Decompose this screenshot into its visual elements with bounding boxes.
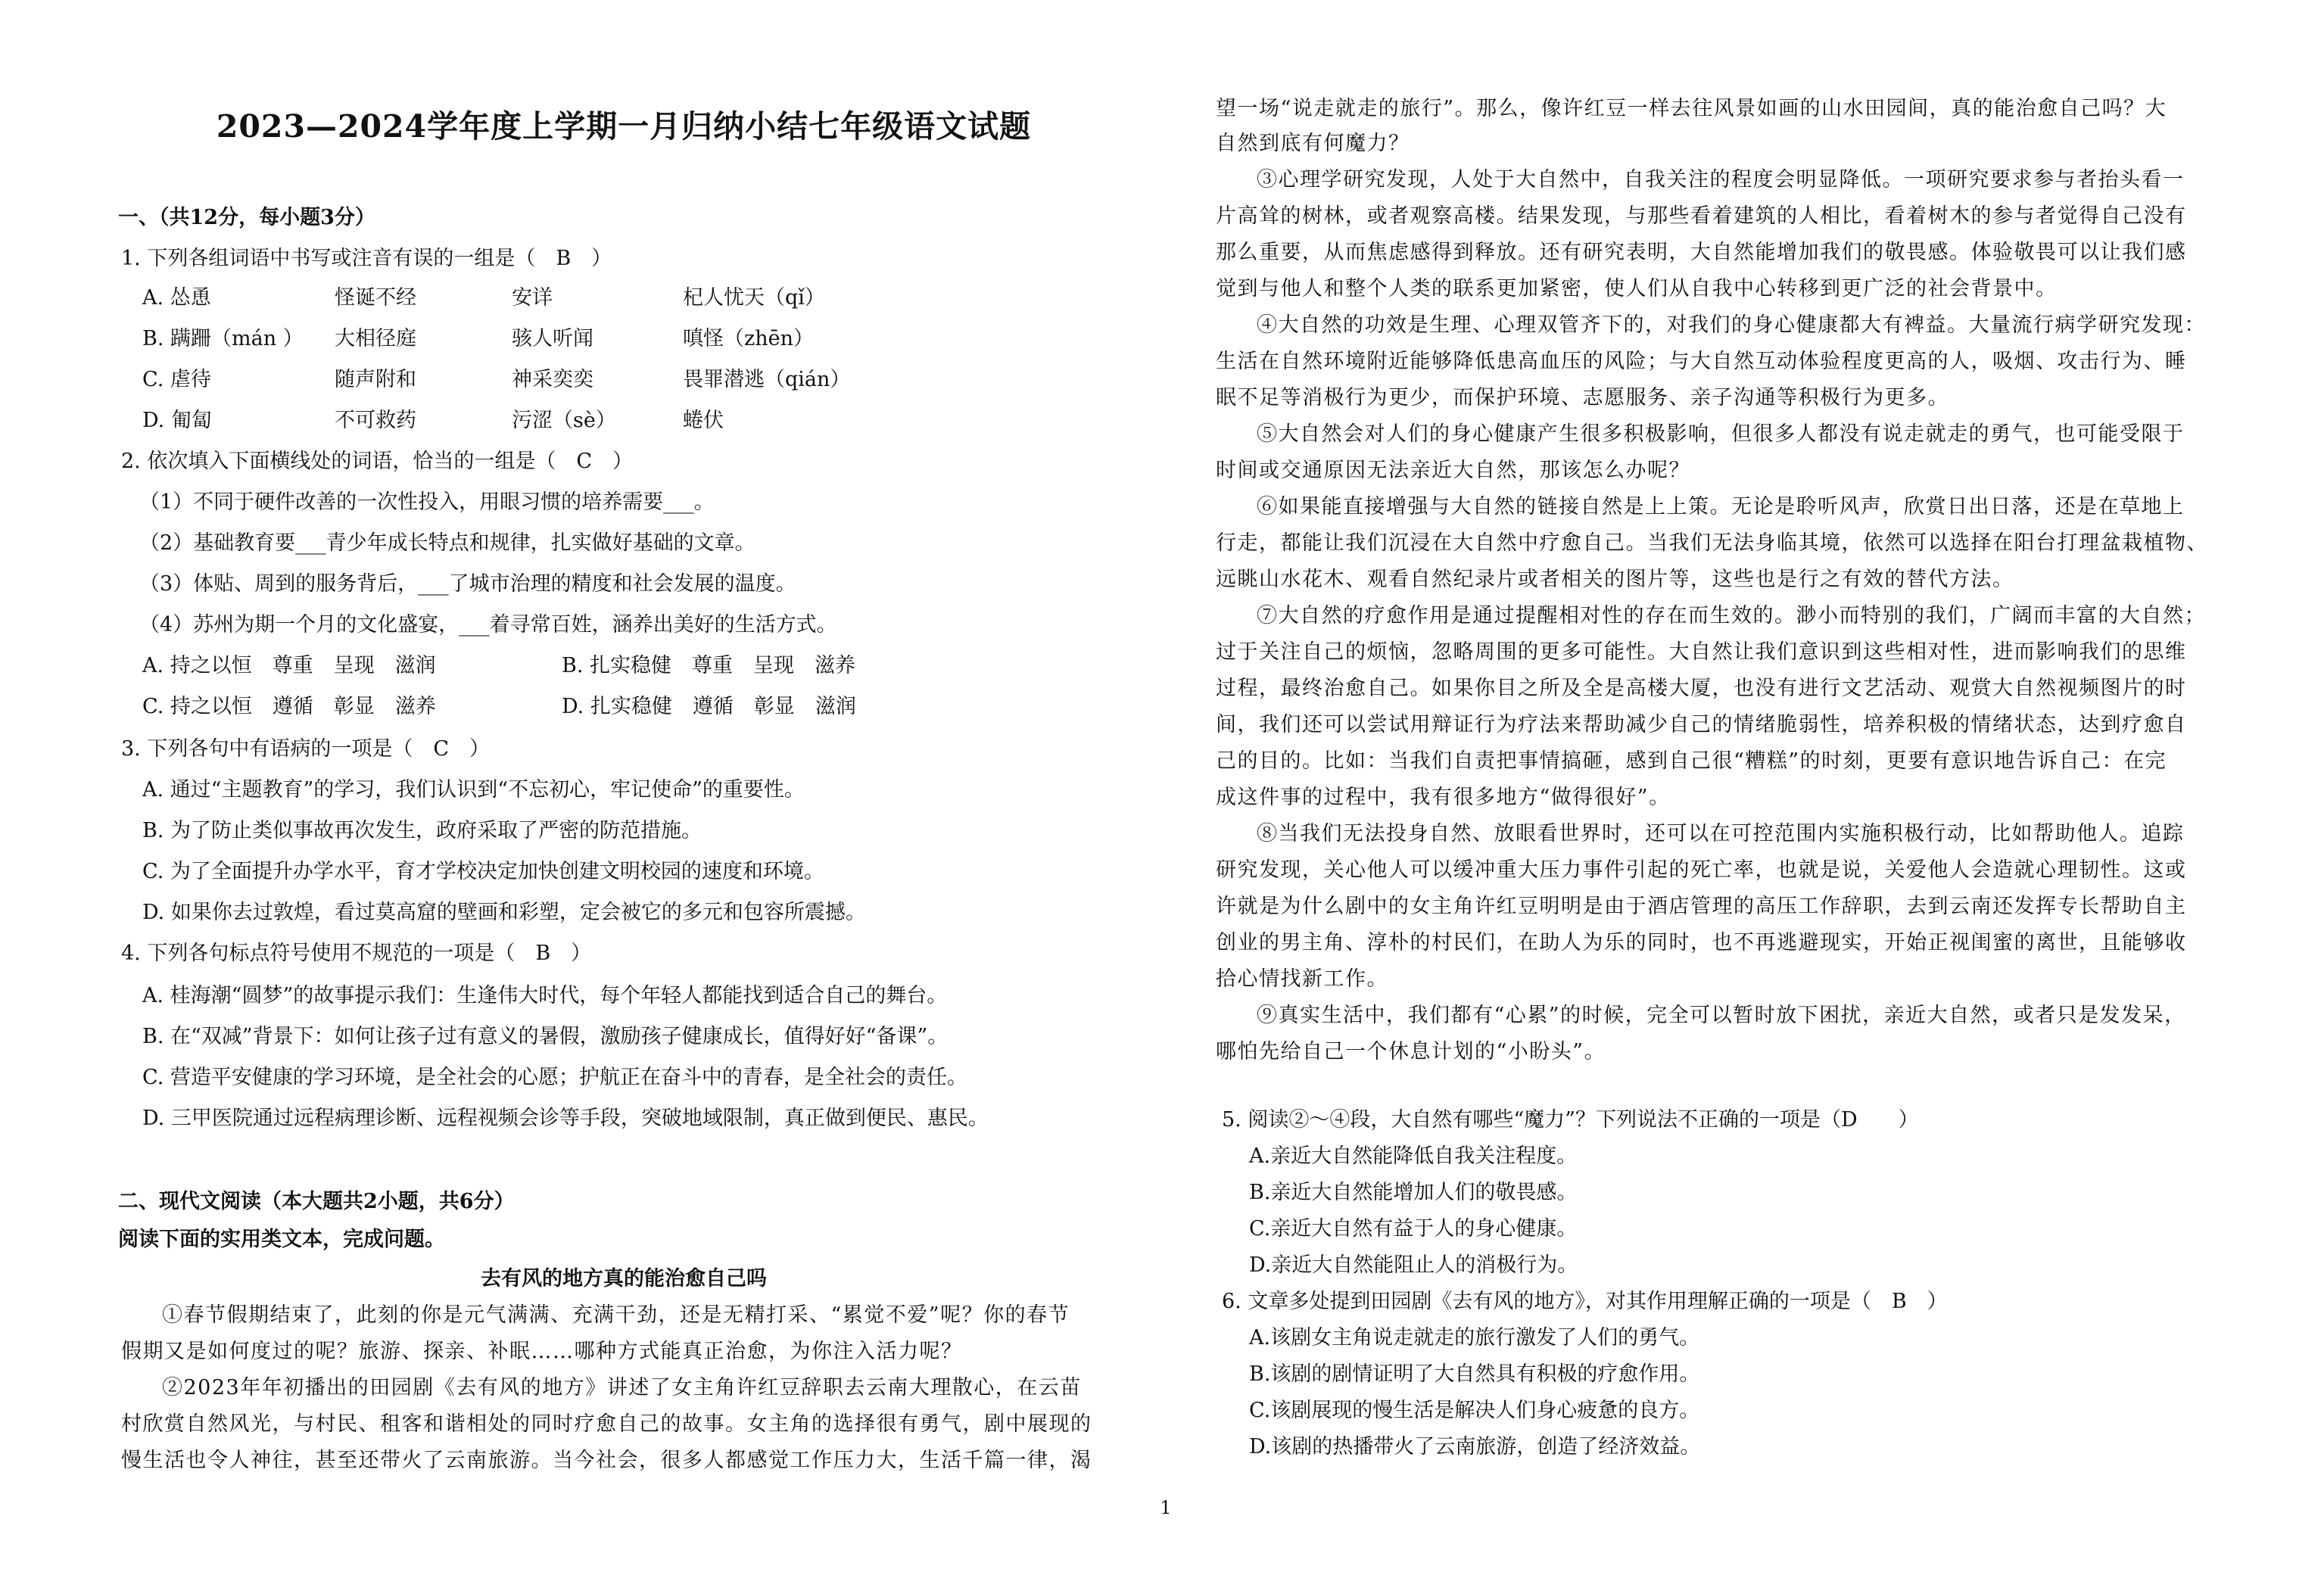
article-line: 觉到与他人和整个人类的联系更加紧密，使人们从自我中心转移到更广泛的社会背景中。: [1216, 277, 2058, 300]
q3-option: C. 为了全面提升办学水平，育才学校决定加快创建文明校园的速度和环境。: [142, 860, 824, 883]
q4-option: A. 桂海潮“圆梦”的故事提示我们：生逢伟大时代，每个年轻人都能找到适合自己的舞台。: [142, 984, 948, 1007]
reading-instruction: 阅读下面的实用类文本，完成问题。: [118, 1228, 445, 1251]
q1-option-cell: 畏罪潜逃（qián）: [683, 368, 851, 391]
q3-option: B. 为了防止类似事故再次发生，政府采取了严密的防范措施。: [142, 819, 702, 842]
q1-option-cell: 不可救药: [335, 409, 416, 432]
article-line: ⑦大自然的疗愈作用是通过提醒相对性的存在而生效的。渺小而特别的我们，广阔而丰富的大自然；: [1257, 604, 2206, 627]
q2-option-row: [142, 651, 975, 681]
page-title: 2023—2024学年度上学期一月归纳小结七年级语文试题: [216, 108, 1032, 145]
q1-option-cell: 杞人忧天（qǐ）: [683, 286, 825, 310]
q2-stem: 2. 依次填入下面横线处的词语，恰当的一组是（ C ）: [121, 450, 634, 473]
q1-option-cell: C. 虐待: [142, 368, 211, 391]
article-line: 生活在自然环境附近能够降低患高血压的风险；与大自然互动体验程度更高的人，吸烟、攻击行为、睡: [1216, 350, 2187, 373]
q1-option-cell: 污涩（sè）: [512, 409, 616, 432]
article-line: 拾心情找新工作。: [1216, 967, 1388, 991]
q1-option-cell: 怪诞不经: [335, 286, 416, 310]
q1-option-cell: 骇人听闻: [512, 327, 593, 350]
article-line: ③心理学研究发现，人处于大自然中，自我关注的程度会明显降低。一项研究要求参与者抬头看一: [1257, 168, 2185, 191]
q2-option: D. 扎实稳健 遵循 彰显 滋润: [562, 695, 856, 718]
q1-option-cell: 嗔怪（zhēn）: [683, 327, 814, 350]
q1-stem: 1. 下列各组词语中书写或注音有误的一组是（ B ）: [121, 247, 612, 270]
article-line: 研究发现，关心他人可以缓冲重大压力事件引起的死亡率，也就是说，关爱他人会造就心理韧性。这或: [1216, 858, 2187, 882]
article-line: ④大自然的功效是生理、心理双管齐下的，对我们的身心健康都大有裨益。大量流行病学研究发现：: [1257, 313, 2206, 337]
q5-option: C.亲近大自然有益于人的身心健康。: [1249, 1217, 1578, 1241]
q1-option-cell: 随声附和: [335, 368, 416, 391]
q5-option: A.亲近大自然能降低自我关注程度。: [1249, 1144, 1578, 1168]
q2-option: A. 持之以恒 尊重 呈现 滋润: [142, 654, 436, 677]
q2-option-row: [142, 692, 975, 722]
article-line: 己的目的。比如：当我们自责把事情搞砸，感到自己很“糟糕”的时刻，更要有意识地告诉自己：在完: [1216, 749, 2167, 773]
q4-option: C. 营造平安健康的学习环境，是全社会的心愿；护航正在奋斗中的青春，是全社会的责任。: [142, 1066, 967, 1089]
article-line: ⑤大自然会对人们的身心健康产生很多积极影响，但很多人都没有说走就走的勇气，也可能受限于: [1257, 422, 2185, 446]
article-title: 去有风的地方真的能治愈自己吗: [481, 1267, 767, 1291]
q2-option: C. 持之以恒 遵循 彰显 滋养: [142, 695, 436, 718]
article-line: 过于关注自己的烦恼，忽略周围的更多可能性。大自然让我们意识到这些相对性，进而影响我们的思维: [1216, 640, 2187, 664]
q6-stem: 6. 文章多处提到田园剧《去有风的地方》，对其作用理解正确的一项是（ B ）: [1222, 1290, 1948, 1313]
article-line: ⑥如果能直接增强与大自然的链接自然是上上策。无论是聆听风声，欣赏日出日落，还是在草地上: [1257, 495, 2185, 518]
article-line: 假期又是如何度过的呢？旅游、探亲、补眠……哪种方式能真正治愈，为你注入活力呢？: [121, 1340, 963, 1363]
q5-stem: 5. 阅读②～④段，大自然有哪些“魔力”？下列说法不正确的一项是（D ）: [1222, 1108, 1919, 1132]
article-line: 许就是为什么剧中的女主角许红豆明明是由于酒店管理的高压工作辞职，去到云南还发挥专长帮助自主: [1216, 895, 2187, 918]
section-1-header: 一、（共12分，每小题3分）: [118, 206, 375, 229]
article-line: 时间或交通原因无法亲近大自然，那该怎么办呢？: [1216, 459, 1690, 482]
q1-option-cell: 神采奕奕: [512, 368, 593, 391]
article-line: 片高耸的树林，或者观察高楼。结果发现，与那些看着建筑的人相比，看着树木的参与者觉得自己没有: [1216, 204, 2187, 228]
q2-item: （4）苏州为期一个月的文化盛宴，___着寻常百姓，涵养出美好的生活方式。: [139, 613, 837, 637]
q6-option: A.该剧女主角说走就走的旅行激发了人们的勇气。: [1249, 1326, 1700, 1350]
q6-option: B.该剧的剧情证明了大自然具有积极的疗愈作用。: [1249, 1362, 1700, 1386]
q4-option: D. 三甲医院通过远程病理诊断、远程视频会诊等手段，突破地域限制，真正做到便民、惠民。: [142, 1107, 989, 1130]
article-line: 哪怕先给自己一个休息计划的“小盼头”。: [1216, 1040, 1606, 1063]
q1-option-cell: 安详: [512, 286, 553, 310]
article-line: 那么重要，从而焦虑感得到释放。还有研究表明，大自然能增加我们的敬畏感。体验敬畏可以让我们感: [1216, 241, 2187, 264]
article-line: 自然到底有何魔力？: [1216, 132, 1410, 155]
q1-option-row: [142, 324, 975, 354]
article-line: ⑧当我们无法投身自然、放眼看世界时，还可以在可控范围内实施积极行动，比如帮助他人。追踪: [1257, 822, 2185, 845]
q3-stem: 3. 下列各句中有语病的一项是（ C ）: [121, 737, 491, 761]
q3-option: D. 如果你去过敦煌，看过莫高窟的壁画和彩塑，定会被它的多元和包容所震撼。: [142, 901, 866, 924]
q2-item: （3）体贴、周到的服务背后，___了城市治理的精度和社会发展的温度。: [139, 572, 796, 596]
article-line: ⑨真实生活中，我们都有“心累”的时候，完全可以暂时放下困扰，亲近大自然，或者只是发发呆，: [1257, 1004, 2186, 1027]
q1-option-cell: 蜷伏: [683, 409, 724, 432]
q1-option-cell: 大相径庭: [335, 327, 416, 350]
q1-option-cell: D. 匍匐: [142, 409, 212, 432]
q1-option-row: [142, 406, 975, 436]
q1-option-cell: B. 蹒跚（mán ）: [142, 327, 304, 350]
article-line: 眠不足等消极行为更少，而保护环境、志愿服务、亲子沟通等积极行为更多。: [1216, 386, 1949, 409]
page-number: 1: [1160, 1497, 1172, 1518]
article-line: 行走，都能让我们沉浸在大自然中疗愈自己。当我们无法身临其境，依然可以选择在阳台打理盆栽植物、: [1216, 531, 2208, 555]
q4-option: B. 在“双减”背景下：如何让孩子过有意义的暑假，激励孩子健康成长，值得好好“备课”。: [142, 1025, 949, 1048]
section-2-header: 二、现代文阅读（本大题共2小题，共6分）: [118, 1190, 515, 1213]
q3-option: A. 通过“主题教育”的学习，我们认识到“不忘初心，牢记使命”的重要性。: [142, 778, 805, 802]
q5-option: D.亲近大自然能阻止人的消极行为。: [1249, 1253, 1578, 1277]
article-line: 望一场“说走就走的旅行”。那么，像许红豆一样去往风景如画的山水田园间，真的能治愈自己吗？大: [1216, 97, 2167, 120]
q1-option-cell: A. 怂恿: [142, 286, 211, 310]
article-line: ②2023年年初播出的田园剧《去有风的地方》讲述了女主角许红豆辞职去云南大理散心，在云苗: [162, 1376, 1082, 1400]
article-line: ①春节假期结束了，此刻的你是元气满满、充满干劲，还是无精打采、“累觉不爱”呢？你的春节: [162, 1303, 1070, 1327]
article-line: 村欣赏自然风光，与村民、租客和谐相处的同时疗愈自己的故事。女主角的选择很有勇气，剧中展现的: [121, 1412, 1092, 1436]
article-line: 慢生活也令人神往，甚至还带火了云南旅游。当今社会，很多人都感觉工作压力大，生活千篇一律，渴: [121, 1449, 1092, 1472]
q1-option-row: [142, 283, 975, 313]
article-line: 过程，最终治愈自己。如果你目之所及全是高楼大厦，也没有进行文艺活动、观赏大自然视频图片的时: [1216, 677, 2187, 700]
article-line: 间，我们还可以尝试用辩证行为疗法来帮助减少自己的情绪脆弱性，培养积极的情绪状态，达到疗愈自: [1216, 713, 2187, 736]
q6-option: C.该剧展现的慢生活是解决人们身心疲惫的良方。: [1249, 1399, 1700, 1422]
q4-stem: 4. 下列各句标点符号使用不规范的一项是（ B ）: [121, 942, 592, 965]
q5-option: B.亲近大自然能增加人们的敬畏感。: [1249, 1181, 1578, 1204]
article-line: 成这件事的过程中，我有很多地方“做得很好”。: [1216, 786, 1671, 809]
q2-option: B. 扎实稳健 尊重 呈现 滋养: [562, 654, 856, 677]
article-line: 远眺山水花木、观看自然纪录片或者相关的图片等，这些也是行之有效的替代方法。: [1216, 568, 2014, 591]
q1-option-row: [142, 365, 975, 395]
q2-item: （2）基础教育要___青少年成长特点和规律，扎实做好基础的文章。: [139, 531, 755, 555]
article-line: 创业的男主角、淳朴的村民们，在助人为乐的同时，也不再逃避现实，开始正视闺蜜的离世，且能够收: [1216, 931, 2187, 954]
q2-item: （1）不同于硬件改善的一次性投入，用眼习惯的培养需要___。: [139, 490, 715, 514]
q6-option: D.该剧的热播带火了云南旅游，创造了经济效益。: [1249, 1435, 1701, 1459]
